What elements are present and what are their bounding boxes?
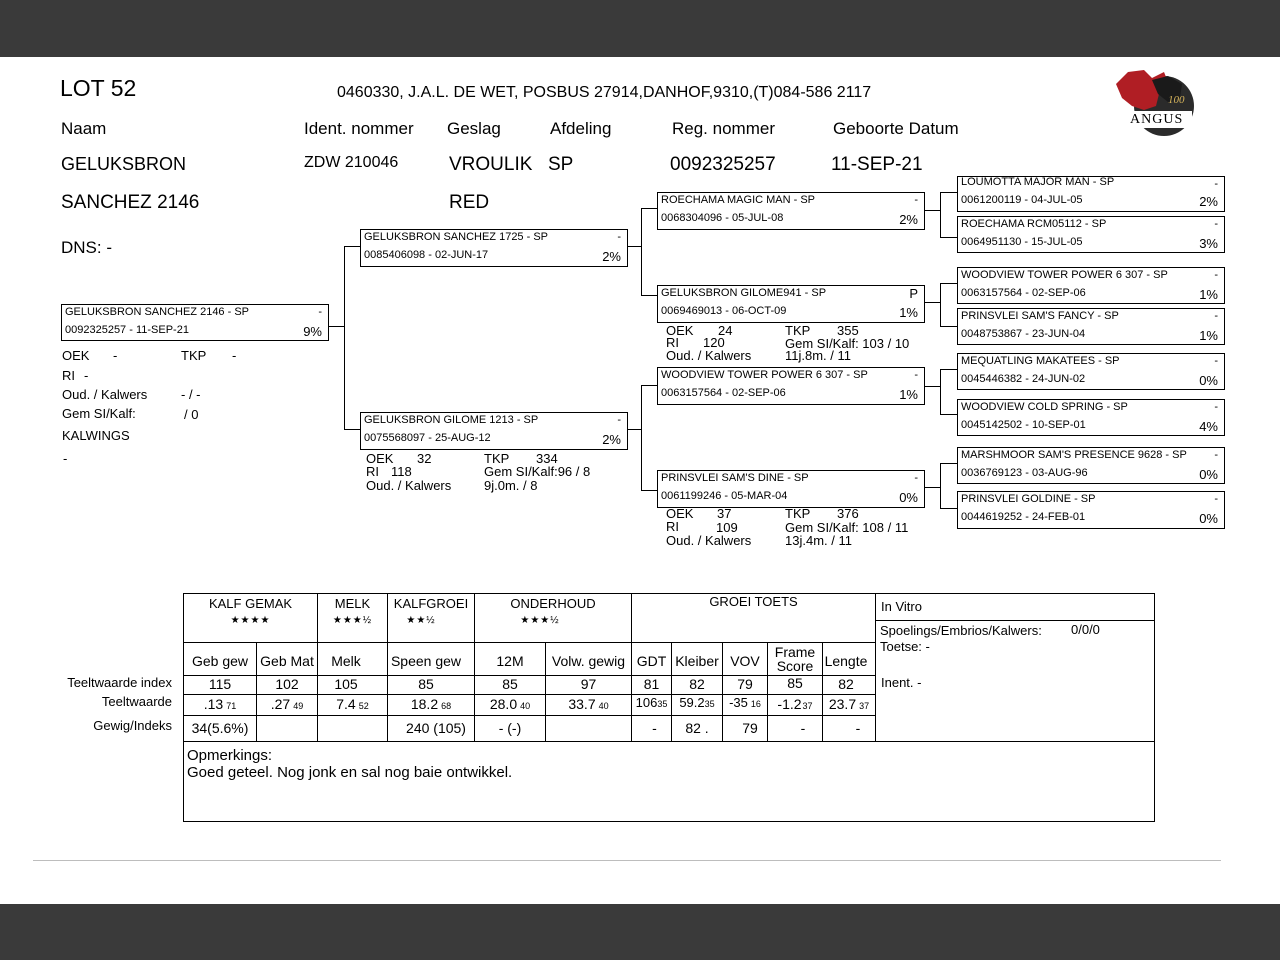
dam-ri-label: RI: [366, 464, 379, 479]
tw-accuracy: 16: [750, 699, 761, 709]
tw-cell: [184, 696, 256, 712]
gp-flag: -: [914, 369, 918, 381]
ggp-pct: 1%: [1199, 328, 1218, 343]
ggp-pct: 0%: [1199, 511, 1218, 526]
gp-oud-label: Oud. / Kalwers: [666, 348, 752, 363]
tw-value: 59.2: [679, 695, 705, 710]
gp-flag: -: [914, 472, 918, 484]
col-frame: Frame: [774, 644, 816, 660]
row-label-gewig: Gewig/Indeks: [93, 718, 172, 733]
col-kleiber: Kleiber: [675, 653, 719, 669]
gewig-value: -: [652, 720, 657, 736]
tw-value: .27: [270, 696, 291, 712]
subject-box: [61, 304, 329, 341]
dam-oek: 32: [417, 451, 432, 466]
dam-name: GELUKSBRON GILOME 1213 - SP: [364, 414, 539, 426]
top-bar: [0, 0, 1280, 57]
gp-reg: 0063157564 - 02-SEP-06: [661, 387, 786, 399]
label-geslag: Geslag: [447, 119, 501, 138]
dam-reg: 0075568097 - 25-AUG-12: [364, 432, 491, 444]
bottom-bar: [0, 904, 1280, 960]
subject-oek-label: OEK: [62, 348, 90, 363]
ggp-name: LOUMOTTA MAJOR MAN - SP: [961, 176, 1115, 188]
tw-accuracy: 35: [657, 699, 668, 709]
ggp-box: [957, 353, 1225, 390]
group-kalf-gemak: KALF GEMAK: [208, 596, 293, 611]
index-value: 81: [643, 676, 660, 692]
dam-gem: Gem SI/Kalf:96 / 8: [484, 464, 591, 479]
tw-accuracy: 40: [598, 701, 609, 711]
tw-value: -1.2: [777, 696, 802, 712]
animal-ident: ZDW 210046: [304, 154, 399, 171]
tw-accuracy: 40: [520, 701, 531, 711]
sire-pct: 2%: [602, 249, 621, 264]
ggp-pct: 1%: [1199, 287, 1218, 302]
col-geb-gew: Geb gew: [191, 653, 249, 669]
animal-reg: 0092325257: [670, 154, 776, 175]
gp-oek: 37: [717, 506, 732, 521]
gp-box: [657, 285, 925, 323]
tw-cell: [257, 696, 317, 712]
ggp-flag: -: [1214, 310, 1218, 322]
index-value: 79: [737, 676, 753, 692]
gp-oud: 11j.8m. / 11: [785, 348, 851, 363]
opmerkings-label: Opmerkings:: [187, 747, 273, 764]
index-value: 102: [275, 676, 299, 692]
subject-tkp: -: [232, 348, 237, 363]
spoelings-label: Spoelings/Embrios/Kalwers:: [880, 623, 1042, 638]
gp-gem: Gem SI/Kalf: 103 / 10: [785, 336, 910, 351]
gewig-value: 82 .: [685, 720, 709, 736]
gewig-value: 79: [742, 720, 758, 736]
index-value: 85: [502, 676, 518, 692]
ggp-flag: -: [1214, 449, 1218, 461]
gp-reg: 0069469013 - 06-OCT-09: [661, 305, 787, 317]
animal-afdeling: SP: [548, 154, 574, 175]
lot-number: LOT 52: [60, 75, 137, 101]
owner-info: 0460330, J.A.L. DE WET, POSBUS 27914,DANHOF,9310,(T)084-586 2117: [337, 84, 872, 101]
gp-tkp-label: TKP: [785, 323, 811, 338]
tw-value: 106: [635, 695, 658, 710]
ggp-flag: -: [1214, 401, 1218, 413]
animal-dns: DNS: -: [61, 238, 112, 257]
animal-birth: 11-SEP-21: [831, 154, 923, 175]
gewig-value: -: [855, 720, 861, 736]
ggp-name: MEQUATLING MAKATEES - SP: [961, 355, 1120, 367]
tw-cell: [768, 696, 822, 712]
ggp-flag: -: [1214, 493, 1218, 505]
tw-value: .13: [203, 696, 224, 712]
gp-gem: Gem SI/Kalf: 108 / 11: [785, 520, 909, 535]
tw-accuracy: 49: [293, 701, 304, 711]
tw-cell: [632, 695, 671, 710]
ggp-reg: 0036769123 - 03-AUG-96: [961, 467, 1088, 479]
tw-value: 33.7: [568, 696, 596, 712]
group-groei-toets: GROEI TOETS: [709, 594, 798, 609]
logo-text: ANGUS: [1130, 112, 1184, 127]
subject-gem: / 0: [184, 407, 199, 422]
gp-name: PRINSVLEI SAM'S DINE - SP: [661, 472, 809, 484]
gp-ri: 120: [703, 335, 725, 350]
gp-tkp-label: TKP: [785, 506, 811, 521]
ggp-reg: 0044619252 - 24-FEB-01: [961, 511, 1086, 523]
footer-divider: [33, 860, 1221, 861]
tw-cell: [546, 696, 631, 712]
dam-pct: 2%: [602, 432, 621, 447]
gp-flag: P: [909, 286, 918, 301]
logo-badge: 100: [1168, 94, 1185, 106]
index-value: 115: [208, 676, 232, 692]
index-value: 85: [418, 676, 434, 692]
ggp-pct: 0%: [1199, 373, 1218, 388]
ggp-flag: -: [1214, 355, 1218, 367]
animal-name-2: SANCHEZ 2146: [61, 192, 200, 213]
ggp-reg: 0061200119 - 04-JUL-05: [961, 194, 1083, 206]
group-melk: MELK: [334, 596, 371, 611]
dam-ri: 118: [391, 464, 412, 479]
subject-gem-label: Gem SI/Kalf:: [62, 406, 136, 421]
gp-tkp: 355: [837, 323, 859, 338]
subject-oek: -: [113, 348, 118, 363]
group-kalfgroei: KALFGROEI: [393, 596, 469, 611]
col-geb-mat: Geb Mat: [260, 653, 314, 669]
ggp-name: WOODVIEW TOWER POWER 6 307 - SP: [961, 269, 1168, 281]
stars-melk: ★★★½: [332, 615, 373, 626]
opmerkings-text: Goed geteel. Nog jonk en sal nog baie ontwikkel.: [187, 764, 513, 781]
tw-value: 18.2: [410, 696, 439, 712]
angus-logo: [1108, 66, 1196, 144]
gp-tkp: 376: [837, 506, 859, 521]
ggp-box: [957, 308, 1225, 345]
col-12m: 12M: [496, 653, 524, 669]
gp-pct: 2%: [899, 212, 918, 227]
tw-accuracy: 71: [226, 701, 237, 711]
gp-oud: 13j.4m. / 11: [785, 533, 852, 548]
gewig-value: 34(5.6%): [191, 720, 249, 736]
animal-sex: VROULIK: [449, 154, 533, 175]
sire-name: GELUKSBRON SANCHEZ 1725 - SP: [364, 231, 549, 243]
ggp-pct: 4%: [1199, 419, 1218, 434]
ggp-name: PRINSVLEI GOLDINE - SP: [961, 493, 1096, 505]
subject-name: GELUKSBRON SANCHEZ 2146 - SP: [65, 306, 250, 318]
toetse-label: Toetse: -: [880, 639, 930, 654]
dam-tkp: 334: [536, 451, 558, 466]
gp-reg: 0068304096 - 05-JUL-08: [661, 212, 784, 224]
tw-accuracy: 37: [859, 701, 870, 711]
gewig-value: -: [800, 720, 806, 736]
tw-accuracy: 35: [704, 699, 715, 709]
subject-ri: -: [84, 368, 89, 383]
subject-reg: 0092325257 - 11-SEP-21: [65, 324, 189, 336]
dam-oek-label: OEK: [366, 451, 394, 466]
ggp-flag: -: [1214, 178, 1218, 190]
label-geboorte: Geboorte Datum: [833, 119, 959, 138]
col-vov: VOV: [730, 653, 760, 669]
subject-ri-label: RI: [62, 368, 75, 383]
gp-name: GELUKSBRON GILOME941 - SP: [661, 287, 827, 299]
spoelings-value: 0/0/0: [1071, 622, 1100, 637]
sire-reg: 0085406098 - 02-JUN-17: [364, 249, 489, 261]
gewig-value: - (-): [498, 720, 522, 736]
subject-pct: 9%: [303, 324, 322, 339]
col-gdt: GDT: [636, 653, 667, 669]
ggp-name: WOODVIEW COLD SPRING - SP: [961, 401, 1128, 413]
sire-flag: -: [617, 231, 621, 243]
ggp-box: [957, 447, 1225, 484]
row-label-teeltwaarde: Teeltwaarde: [101, 694, 172, 709]
ggp-name: MARSHMOOR SAM'S PRESENCE 9628 - SP: [961, 449, 1187, 461]
gp-pct: 1%: [899, 305, 918, 320]
animal-name-1: GELUKSBRON: [61, 154, 187, 174]
sire-box: [360, 229, 628, 267]
gp-oek-label: OEK: [666, 506, 694, 521]
tw-cell: [672, 695, 722, 710]
col-score: Score: [776, 658, 814, 674]
gp-oud-label: Oud. / Kalwers: [666, 533, 752, 548]
subject-tkp-label: TKP: [181, 348, 207, 363]
stars-kalfgroei: ★★½: [406, 615, 436, 626]
label-ident: Ident. nommer: [304, 119, 414, 138]
gewig-value: 240 (105): [406, 720, 466, 736]
tw-value: 23.7: [828, 696, 857, 712]
index-value: 105: [334, 676, 358, 692]
subject-flag: -: [318, 306, 322, 318]
ggp-name: PRINSVLEI SAM'S FANCY - SP: [961, 310, 1119, 322]
gp-ri-label: RI: [666, 519, 679, 534]
stars-onderhoud: ★★★½: [520, 615, 560, 626]
tw-value: -35: [729, 695, 748, 710]
tw-value: 28.0: [489, 696, 518, 712]
row-label-index: Teeltwaarde index: [67, 675, 172, 690]
ggp-reg: 0045446382 - 24-JUN-02: [961, 373, 1086, 385]
col-volw-gewig: Volw. gewig: [551, 653, 626, 669]
gp-name: WOODVIEW TOWER POWER 6 307 - SP: [661, 369, 868, 381]
tw-cell: [823, 696, 875, 712]
ggp-reg: 0048753867 - 23-JUN-04: [961, 328, 1086, 340]
tw-accuracy: 37: [802, 701, 813, 711]
in-vitro-label: In Vitro: [881, 599, 922, 614]
tw-cell: [475, 696, 545, 712]
stars-kalf-gemak: ★★★★: [230, 615, 271, 626]
subject-kalwings-label: KALWINGS: [62, 428, 130, 443]
ggp-box: [957, 491, 1225, 529]
label-afdeling: Afdeling: [550, 119, 612, 138]
gp-box: [657, 192, 925, 230]
tw-value: 7.4: [336, 696, 356, 712]
gp-flag: -: [914, 194, 918, 206]
gp-ri: 109: [716, 520, 738, 535]
index-value: 97: [580, 676, 597, 692]
ggp-flag: -: [1214, 218, 1218, 230]
gp-oek-label: OEK: [666, 323, 694, 338]
ggp-box: [957, 176, 1225, 212]
gp-ri-label: RI: [666, 335, 679, 350]
gp-pct: 0%: [899, 490, 918, 505]
gp-reg: 0061199246 - 05-MAR-04: [661, 490, 788, 502]
ggp-box: [957, 399, 1225, 436]
ggp-pct: 3%: [1199, 236, 1218, 251]
col-lengte: Lengte: [824, 653, 868, 669]
inent-label: Inent. -: [881, 675, 922, 690]
ggp-flag: -: [1214, 269, 1218, 281]
ggp-name: ROECHAMA RCM05112 - SP: [961, 218, 1107, 230]
dam-tkp-label: TKP: [484, 451, 510, 466]
animal-color: RED: [449, 192, 490, 213]
subject-oud: - / -: [181, 387, 201, 402]
tw-cell: [723, 695, 767, 710]
group-onderhoud: ONDERHOUD: [510, 596, 596, 611]
index-value: 85: [787, 675, 803, 691]
label-naam: Naam: [61, 119, 107, 138]
tw-cell: [388, 696, 474, 712]
tw-accuracy: 52: [358, 701, 369, 711]
ggp-reg: 0064951130 - 15-JUL-05: [961, 236, 1083, 248]
tw-cell: [318, 696, 387, 712]
gp-name: ROECHAMA MAGIC MAN - SP: [661, 194, 816, 206]
gp-oek: 24: [718, 323, 733, 338]
tw-accuracy: 68: [441, 701, 452, 711]
ggp-reg: 0045142502 - 10-SEP-01: [961, 419, 1086, 431]
index-value: 82: [838, 676, 854, 692]
col-melk: Melk: [331, 653, 361, 669]
col-speen-gew: Speen gew: [390, 653, 462, 669]
ggp-pct: 0%: [1199, 467, 1218, 482]
ggp-box: [957, 216, 1225, 253]
ggp-pct: 2%: [1199, 194, 1218, 209]
gp-box: [657, 367, 925, 405]
label-reg: Reg. nommer: [672, 119, 775, 138]
dam-oud: 9j.0m. / 8: [484, 478, 538, 493]
subject-kalwings: -: [63, 451, 68, 466]
index-value: 82: [689, 676, 705, 692]
dam-flag: -: [617, 414, 621, 426]
dam-box: [360, 412, 628, 450]
ggp-reg: 0063157564 - 02-SEP-06: [961, 287, 1086, 299]
gp-box: [657, 470, 925, 508]
gp-pct: 1%: [899, 387, 918, 402]
dam-oud-label: Oud. / Kalwers: [366, 478, 452, 493]
subject-oud-label: Oud. / Kalwers: [62, 387, 148, 402]
ggp-box: [957, 267, 1225, 304]
